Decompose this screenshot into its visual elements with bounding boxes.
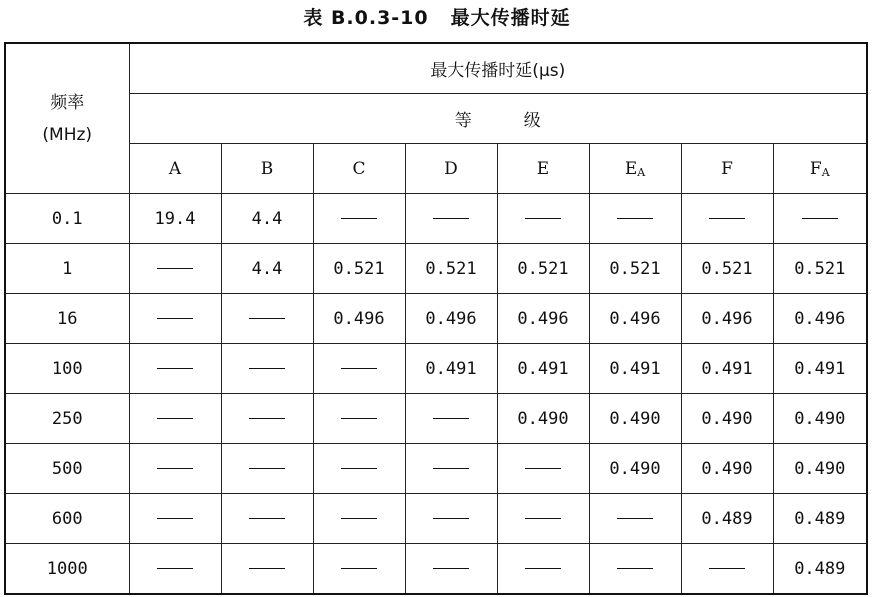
empty-cell	[313, 194, 405, 244]
empty-cell	[221, 544, 313, 595]
dash-mark	[157, 368, 193, 369]
table-row	[5, 544, 867, 595]
empty-cell	[129, 244, 221, 294]
empty-cell	[589, 544, 681, 595]
dash-mark	[525, 568, 561, 569]
dash-mark	[249, 368, 285, 369]
dash-mark	[157, 518, 193, 519]
empty-cell	[313, 394, 405, 444]
frequency-cell: 600	[5, 494, 129, 544]
frequency-cell: 500	[5, 444, 129, 494]
empty-cell	[589, 494, 681, 544]
delay-value-cell: 0.489	[773, 494, 867, 544]
empty-cell	[313, 444, 405, 494]
delay-value-cell: 4.4	[221, 244, 313, 294]
dash-mark	[617, 218, 653, 219]
empty-cell	[129, 444, 221, 494]
frequency-header-unit: (MHz)	[42, 124, 93, 145]
dash-mark	[525, 518, 561, 519]
empty-cell	[129, 394, 221, 444]
dash-mark	[709, 568, 745, 569]
table-row	[5, 394, 867, 444]
grade-header-part1: 等	[454, 111, 472, 131]
dash-mark	[525, 218, 561, 219]
dash-mark	[433, 518, 469, 519]
frequency-cell: 100	[5, 344, 129, 394]
delay-value-cell: 0.496	[681, 294, 773, 344]
delay-value-cell: 0.491	[405, 344, 497, 394]
frequency-cell: 250	[5, 394, 129, 444]
dash-mark	[433, 418, 469, 419]
empty-cell	[497, 194, 589, 244]
delay-value-cell: 0.491	[589, 344, 681, 394]
class-header	[313, 144, 405, 194]
class-header-label: F	[809, 158, 822, 179]
delay-value-cell: 0.489	[773, 544, 867, 595]
frequency-header-label: 频率	[50, 92, 85, 113]
dash-mark	[433, 218, 469, 219]
delay-value-cell: 0.491	[773, 344, 867, 394]
class-header-label: F	[721, 158, 733, 179]
class-header	[129, 144, 221, 194]
empty-cell	[405, 544, 497, 595]
frequency-cell: 1000	[5, 544, 129, 595]
class-header	[589, 144, 681, 194]
table-row	[5, 344, 867, 394]
dash-mark	[157, 318, 193, 319]
delay-value-cell: 0.489	[681, 494, 773, 544]
empty-cell	[405, 394, 497, 444]
table-row	[5, 294, 867, 344]
dash-mark	[249, 518, 285, 519]
frequency-cell: 0.1	[5, 194, 129, 244]
empty-cell	[405, 494, 497, 544]
delay-value-cell: 0.496	[589, 294, 681, 344]
dash-mark	[709, 218, 745, 219]
class-header-label: E	[536, 158, 550, 179]
delay-value-cell: 0.490	[681, 394, 773, 444]
empty-cell	[313, 544, 405, 595]
empty-cell	[405, 194, 497, 244]
grade-header-part2: 级	[523, 111, 541, 131]
delay-value-cell: 0.490	[773, 394, 867, 444]
dash-mark	[617, 568, 653, 569]
delay-value-cell: 0.521	[313, 244, 405, 294]
max-delay-header: 最大传播时延(μs)	[129, 43, 867, 94]
delay-value-cell: 0.491	[681, 344, 773, 394]
empty-cell	[221, 444, 313, 494]
table-name: 最大传播时延	[450, 7, 571, 29]
dash-mark	[249, 318, 285, 319]
empty-cell	[497, 494, 589, 544]
table-row	[5, 444, 867, 494]
delay-value-cell: 0.491	[497, 344, 589, 394]
class-header-label: B	[260, 158, 274, 179]
delay-value-cell: 0.496	[773, 294, 867, 344]
header-row-classes	[5, 144, 867, 194]
dash-mark	[341, 218, 377, 219]
dash-mark	[433, 468, 469, 469]
frequency-header	[5, 43, 129, 194]
empty-cell	[773, 194, 867, 244]
delay-value-cell: 0.521	[497, 244, 589, 294]
dash-mark	[249, 568, 285, 569]
empty-cell	[221, 494, 313, 544]
delay-value-cell: 0.490	[497, 394, 589, 444]
class-header-label: E	[624, 158, 638, 179]
delay-value-cell: 0.521	[773, 244, 867, 294]
empty-cell	[129, 294, 221, 344]
dash-mark	[341, 368, 377, 369]
frequency-cell: 1	[5, 244, 129, 294]
header-row-group	[5, 43, 867, 94]
class-header-label: D	[444, 158, 458, 179]
dash-mark	[157, 468, 193, 469]
dash-mark	[249, 418, 285, 419]
empty-cell	[313, 344, 405, 394]
dash-mark	[433, 568, 469, 569]
table-number: 表 B.0.3-10	[303, 7, 429, 29]
dash-mark	[157, 568, 193, 569]
empty-cell	[129, 544, 221, 595]
class-header-label: A	[168, 158, 182, 179]
empty-cell	[589, 194, 681, 244]
frequency-cell: 16	[5, 294, 129, 344]
propagation-delay-table	[4, 42, 868, 595]
table-row	[5, 244, 867, 294]
delay-value-cell: 0.521	[405, 244, 497, 294]
empty-cell	[313, 494, 405, 544]
dash-mark	[341, 568, 377, 569]
delay-value-cell: 0.490	[681, 444, 773, 494]
empty-cell	[221, 294, 313, 344]
empty-cell	[221, 394, 313, 444]
table-title	[0, 4, 874, 32]
delay-value-cell: 4.4	[221, 194, 313, 244]
empty-cell	[129, 494, 221, 544]
dash-mark	[249, 468, 285, 469]
dash-mark	[341, 468, 377, 469]
table-row	[5, 194, 867, 244]
grade-header	[129, 94, 867, 144]
empty-cell	[405, 444, 497, 494]
delay-value-cell: 0.496	[405, 294, 497, 344]
class-header-label: C	[352, 158, 366, 179]
delay-value-cell: 0.496	[497, 294, 589, 344]
delay-value-cell: 0.521	[681, 244, 773, 294]
delay-value-cell: 0.490	[773, 444, 867, 494]
dash-mark	[341, 518, 377, 519]
dash-mark	[157, 418, 193, 419]
dash-mark	[525, 468, 561, 469]
header-row-grade	[5, 94, 867, 144]
class-header	[405, 144, 497, 194]
class-header	[497, 144, 589, 194]
table-body	[5, 43, 867, 594]
class-header-subscript: A	[637, 165, 646, 179]
empty-cell	[221, 344, 313, 394]
delay-value-cell: 0.521	[589, 244, 681, 294]
empty-cell	[497, 544, 589, 595]
table-row	[5, 494, 867, 544]
dash-mark	[157, 268, 193, 269]
empty-cell	[681, 194, 773, 244]
dash-mark	[341, 418, 377, 419]
dash-mark	[617, 518, 653, 519]
delay-value-cell: 0.490	[589, 444, 681, 494]
class-header	[221, 144, 313, 194]
class-header	[681, 144, 773, 194]
dash-mark	[802, 218, 838, 219]
empty-cell	[681, 544, 773, 595]
delay-value-cell: 0.490	[589, 394, 681, 444]
empty-cell	[129, 344, 221, 394]
delay-value-cell: 19.4	[129, 194, 221, 244]
class-header-subscript: A	[821, 165, 830, 179]
class-header	[773, 144, 867, 194]
empty-cell	[497, 444, 589, 494]
delay-value-cell: 0.496	[313, 294, 405, 344]
